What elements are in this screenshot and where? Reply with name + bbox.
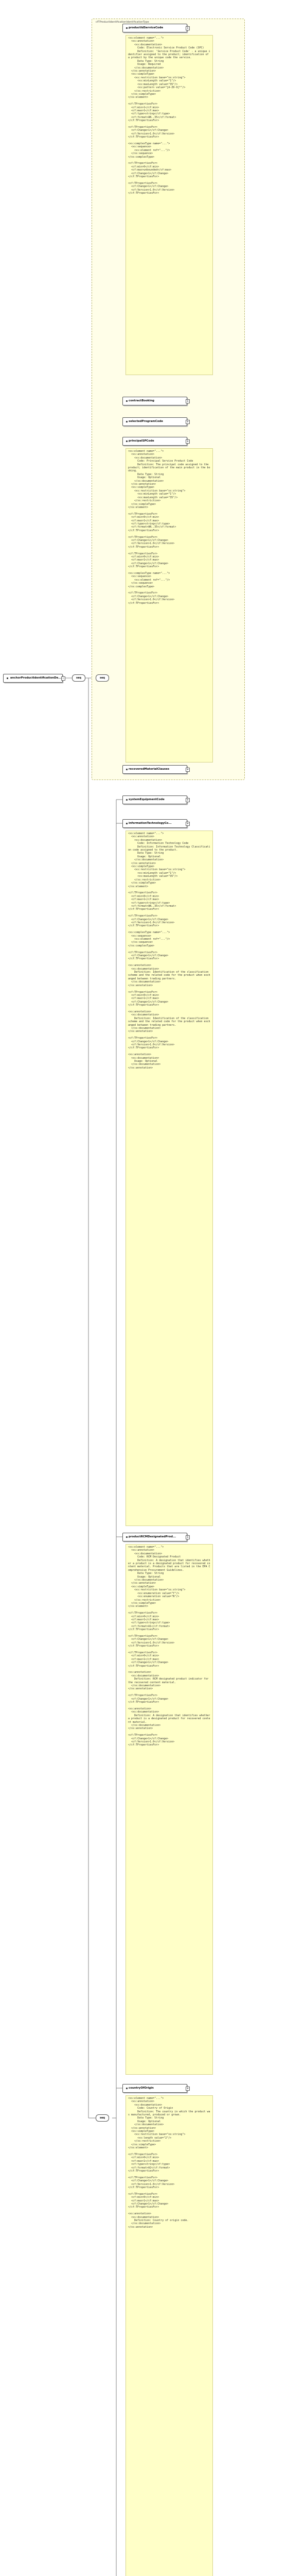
expand-toggle-icon[interactable]: + — [186, 799, 189, 802]
element-name: principalSPCode — [129, 439, 154, 443]
element-name: productIdServiceCode — [129, 26, 164, 29]
element-icon — [126, 440, 128, 442]
expand-toggle-icon[interactable]: + — [186, 27, 189, 30]
element-node-n4[interactable] — [122, 437, 187, 446]
element-name: productRCMDesignatedProd... — [129, 1535, 176, 1538]
element-icon — [126, 799, 128, 801]
element-node-n1[interactable] — [122, 24, 187, 32]
element-name: recoveredMaterialClauses — [129, 768, 170, 771]
element-icon — [126, 2088, 128, 2089]
element-node-n5[interactable] — [122, 765, 187, 774]
expand-toggle-icon[interactable]: + — [186, 2087, 189, 2090]
expand-toggle-icon[interactable]: + — [186, 768, 189, 771]
documentation-note-n1: <xs:element name="..."> <xs:annotation> <xs:documentation> Code: Electronic Service Product Code (SPC) Definition: 'Service Product Code' - a unique identifier assigned to the product; identification of a product by the unique code the service. Data Type: String Usage: Required </xs:documentation> </xs:annotation> <xs:simpleType> <xs:restriction base="xs:string"> <xs:minLength value="1"/> <xs:maxLength value="35"/> <xs:pattern value="[A-Z0-9]*"/> </xs:restriction> </xs:simpleType> </xs:element> <cf:TPropertiesFor> <cf:min>1</cf:min> <cf:max>1</cf:max> <cf:type>string</cf:type> <cf:format>AN..35</cf:format> </cf:TPropertiesFor> <cf:TPropertiesFor> <cf:Change>1</cf:Change> <cf:Version>1.0</cf:Version> </cf:TPropertiesFor> <xs:complexType name="..."> <xs:sequence> <xs:element ref="..."/> </xs:sequence> </xs:complexType> <cf:TPropertiesFor> <cf:min>0</cf:min> <cf:max>unbounded</cf:max> <cf:Change>1</cf:Change> </cf:TPropertiesFor> <cf:TPropertiesFor> <cf:Change>1</cf:Change> <cf:Version>1.0</cf:Version> </cf:TPropertiesFor> — [125, 35, 213, 375]
element-icon — [126, 421, 128, 422]
element-node-n9[interactable] — [122, 2084, 187, 2093]
element-node-n6[interactable] — [122, 795, 187, 804]
documentation-note-n8: <xs:element name="..."> <xs:annotation> <xs:documentation> Code: RCM Designated Product Definition: A designation that identifies whether a product is a designated product for recovered content material. Products that are listed in the EPA Comprehensive Procurement Guidelines. Data Type: String Usage: Optional </xs:documentation> </xs:annotation> <xs:simpleType> <xs:restriction base="xs:string"> <xs:enumeration value="Y"/> <xs:enumeration value="N"/> </xs:restriction> </xs:simpleType> </xs:element> <cf:TPropertiesFor> <cf:min>0</cf:min> <cf:max>1</cf:max> <cf:type>string</cf:type> <cf:format>A1</cf:format> </cf:TPropertiesFor> <cf:TPropertiesFor> <cf:Change>1</cf:Change> <cf:Version>1.0</cf:Version> </cf:TPropertiesFor> <cf:TPropertiesFor> <cf:min>0</cf:min> <cf:max>1</cf:max> <cf:Change>1</cf:Change> </cf:TPropertiesFor> <xs:annotation> <xs:documentation> Definition: RCM designated product indicator for the recovered content material. </xs:documentation> </xs:annotation> <cf:TPropertiesFor> <cf:Change>1</cf:Change> </cf:TPropertiesFor> <xs:annotation> <xs:documentation> Definition: A designation that identifies whether a product is a designated product for recovered content material. </xs:documentation> </xs:annotation> <cf:TPropertiesFor> <cf:Change>1</cf:Change> <cf:Version>1.0</cf:Version> </cf:TPropertiesFor> — [125, 1544, 213, 2075]
root-element-node[interactable]: anchorProductIdentificationDe... − — [3, 674, 63, 683]
collapse-toggle-icon[interactable]: − — [62, 677, 65, 680]
element-node-n7[interactable] — [122, 819, 187, 828]
element-icon — [126, 27, 128, 29]
element-icon — [7, 677, 8, 679]
element-node-n8[interactable] — [122, 1533, 187, 1541]
expand-toggle-icon[interactable]: + — [186, 440, 189, 443]
element-name: systemEquipmentCode — [129, 798, 165, 801]
documentation-note-n9: <xs:element name="..."> <xs:annotation> <xs:documentation> Code: Country of Origin Definition: The country in which the product was manufactured, produced or grown. Data Type: String Usage: Optional </xs:documentation> </xs:annotation> <xs:simpleType> <xs:restriction base="xs:string"> <xs:length value="2"/> </xs:restriction> </xs:simpleType> </xs:element> <cf:TPropertiesFor> <cf:min>0</cf:min> <cf:max>1</cf:max> <cf:type>string</cf:type> <cf:format>A2</cf:format> </cf:TPropertiesFor> <cf:TPropertiesFor> <cf:Change>1</cf:Change> <cf:Version>1.0</cf:Version> </cf:TPropertiesFor> <cf:TPropertiesFor> <cf:min>0</cf:min> <cf:max>1</cf:max> <cf:Change>1</cf:Change> </cf:TPropertiesFor> <xs:annotation> <xs:documentation> Definition: Country of origin code. </xs:documentation> </xs:annotation> — [125, 2095, 213, 2576]
element-name: informationTechnologyCo... — [129, 822, 172, 825]
element-icon — [126, 1536, 128, 1538]
group-sequence-compositor: seq — [96, 674, 109, 682]
element-name: contractBooking — [129, 399, 155, 402]
expand-toggle-icon[interactable]: + — [186, 420, 189, 423]
expand-toggle-icon[interactable]: + — [186, 822, 189, 825]
element-name: countryOfOrigin — [129, 2087, 154, 2090]
type-group-label: cfTProductIdentificationIdentificationType — [96, 21, 149, 24]
root-sequence-compositor: seq — [72, 674, 85, 682]
documentation-note-n7: <xs:element name="..."> <xs:annotation> <xs:documentation> Code: Information Technology Code Definition: Information Technology Classification code assigned to the product. Data Type: String Usage: Optional </xs:documentation> </xs:annotation> <xs:simpleType> <xs:restriction base="xs:string"> <xs:minLength value="1"/> <xs:maxLength value="35"/> </xs:restriction> </xs:simpleType> </xs:element> <cf:TPropertiesFor> <cf:min>0</cf:min> <cf:max>1</cf:max> <cf:type>string</cf:type> <cf:format>AN..35</cf:format> </cf:TPropertiesFor> <cf:TPropertiesFor> <cf:Change>1</cf:Change> <cf:Version>1.0</cf:Version> </cf:TPropertiesFor> <xs:complexType name="..."> <xs:sequence> <xs:element ref="..."/> </xs:sequence> </xs:complexType> <cf:TPropertiesFor> <cf:Change>1</cf:Change> </cf:TPropertiesFor> <xs:annotation> <xs:documentation> Definition: Identification of the classification scheme and the related code for the product when exchanged between trading partners. </xs:documentation> </xs:annotation> <cf:TPropertiesFor> <cf:min>0</cf:min> <cf:max>1</cf:max> <cf:Change>1</cf:Change> </cf:TPropertiesFor> <xs:annotation> <xs:documentation> Definition: Identification of the classification scheme and the related code for the product when exchanged between trading partners. </xs:documentation> </xs:annotation> <cf:TPropertiesFor> <cf:Change>1</cf:Change> <cf:Version>1.0</cf:Version> </cf:TPropertiesFor> <xs:annotation> <xs:documentation> Usage: Optional </xs:documentation> </xs:annotation> — [125, 831, 213, 1526]
element-node-n2[interactable] — [122, 397, 187, 405]
element-icon — [126, 823, 128, 824]
element-node-n3[interactable] — [122, 417, 187, 426]
element-icon — [126, 400, 128, 402]
sequence-compositor-2: seq — [96, 2114, 109, 2122]
expand-toggle-icon[interactable]: + — [186, 1536, 189, 1539]
expand-toggle-icon[interactable]: + — [186, 400, 189, 403]
documentation-note-n4: <xs:element name="..."> <xs:annotation> <xs:documentation> Code: Principal Service Product Code Definition: The principal code assigned to the product; identification of the main product in the booking. Data Type: String Usage: Optional </xs:documentation> </xs:annotation> <xs:simpleType> <xs:restriction base="xs:string"> <xs:minLength value="1"/> <xs:maxLength value="35"/> </xs:restriction> </xs:simpleType> </xs:element> <cf:TPropertiesFor> <cf:min>0</cf:min> <cf:max>1</cf:max> <cf:type>string</cf:type> <cf:format>AN..35</cf:format> </cf:TPropertiesFor> <cf:TPropertiesFor> <cf:Change>1</cf:Change> <cf:Version>1.0</cf:Version> </cf:TPropertiesFor> <cf:TPropertiesFor> <cf:min>0</cf:min> <cf:max>1</cf:max> <cf:Change>1</cf:Change> </cf:TPropertiesFor> <xs:complexType name="..."> <xs:sequence> <xs:element ref="..."/> </xs:sequence> </xs:complexType> <cf:TPropertiesFor> <cf:Change>1</cf:Change> <cf:Version>1.0</cf:Version> </cf:TPropertiesFor> — [125, 448, 213, 762]
element-icon — [126, 769, 128, 770]
element-name: selectedProgramCode — [129, 420, 163, 423]
